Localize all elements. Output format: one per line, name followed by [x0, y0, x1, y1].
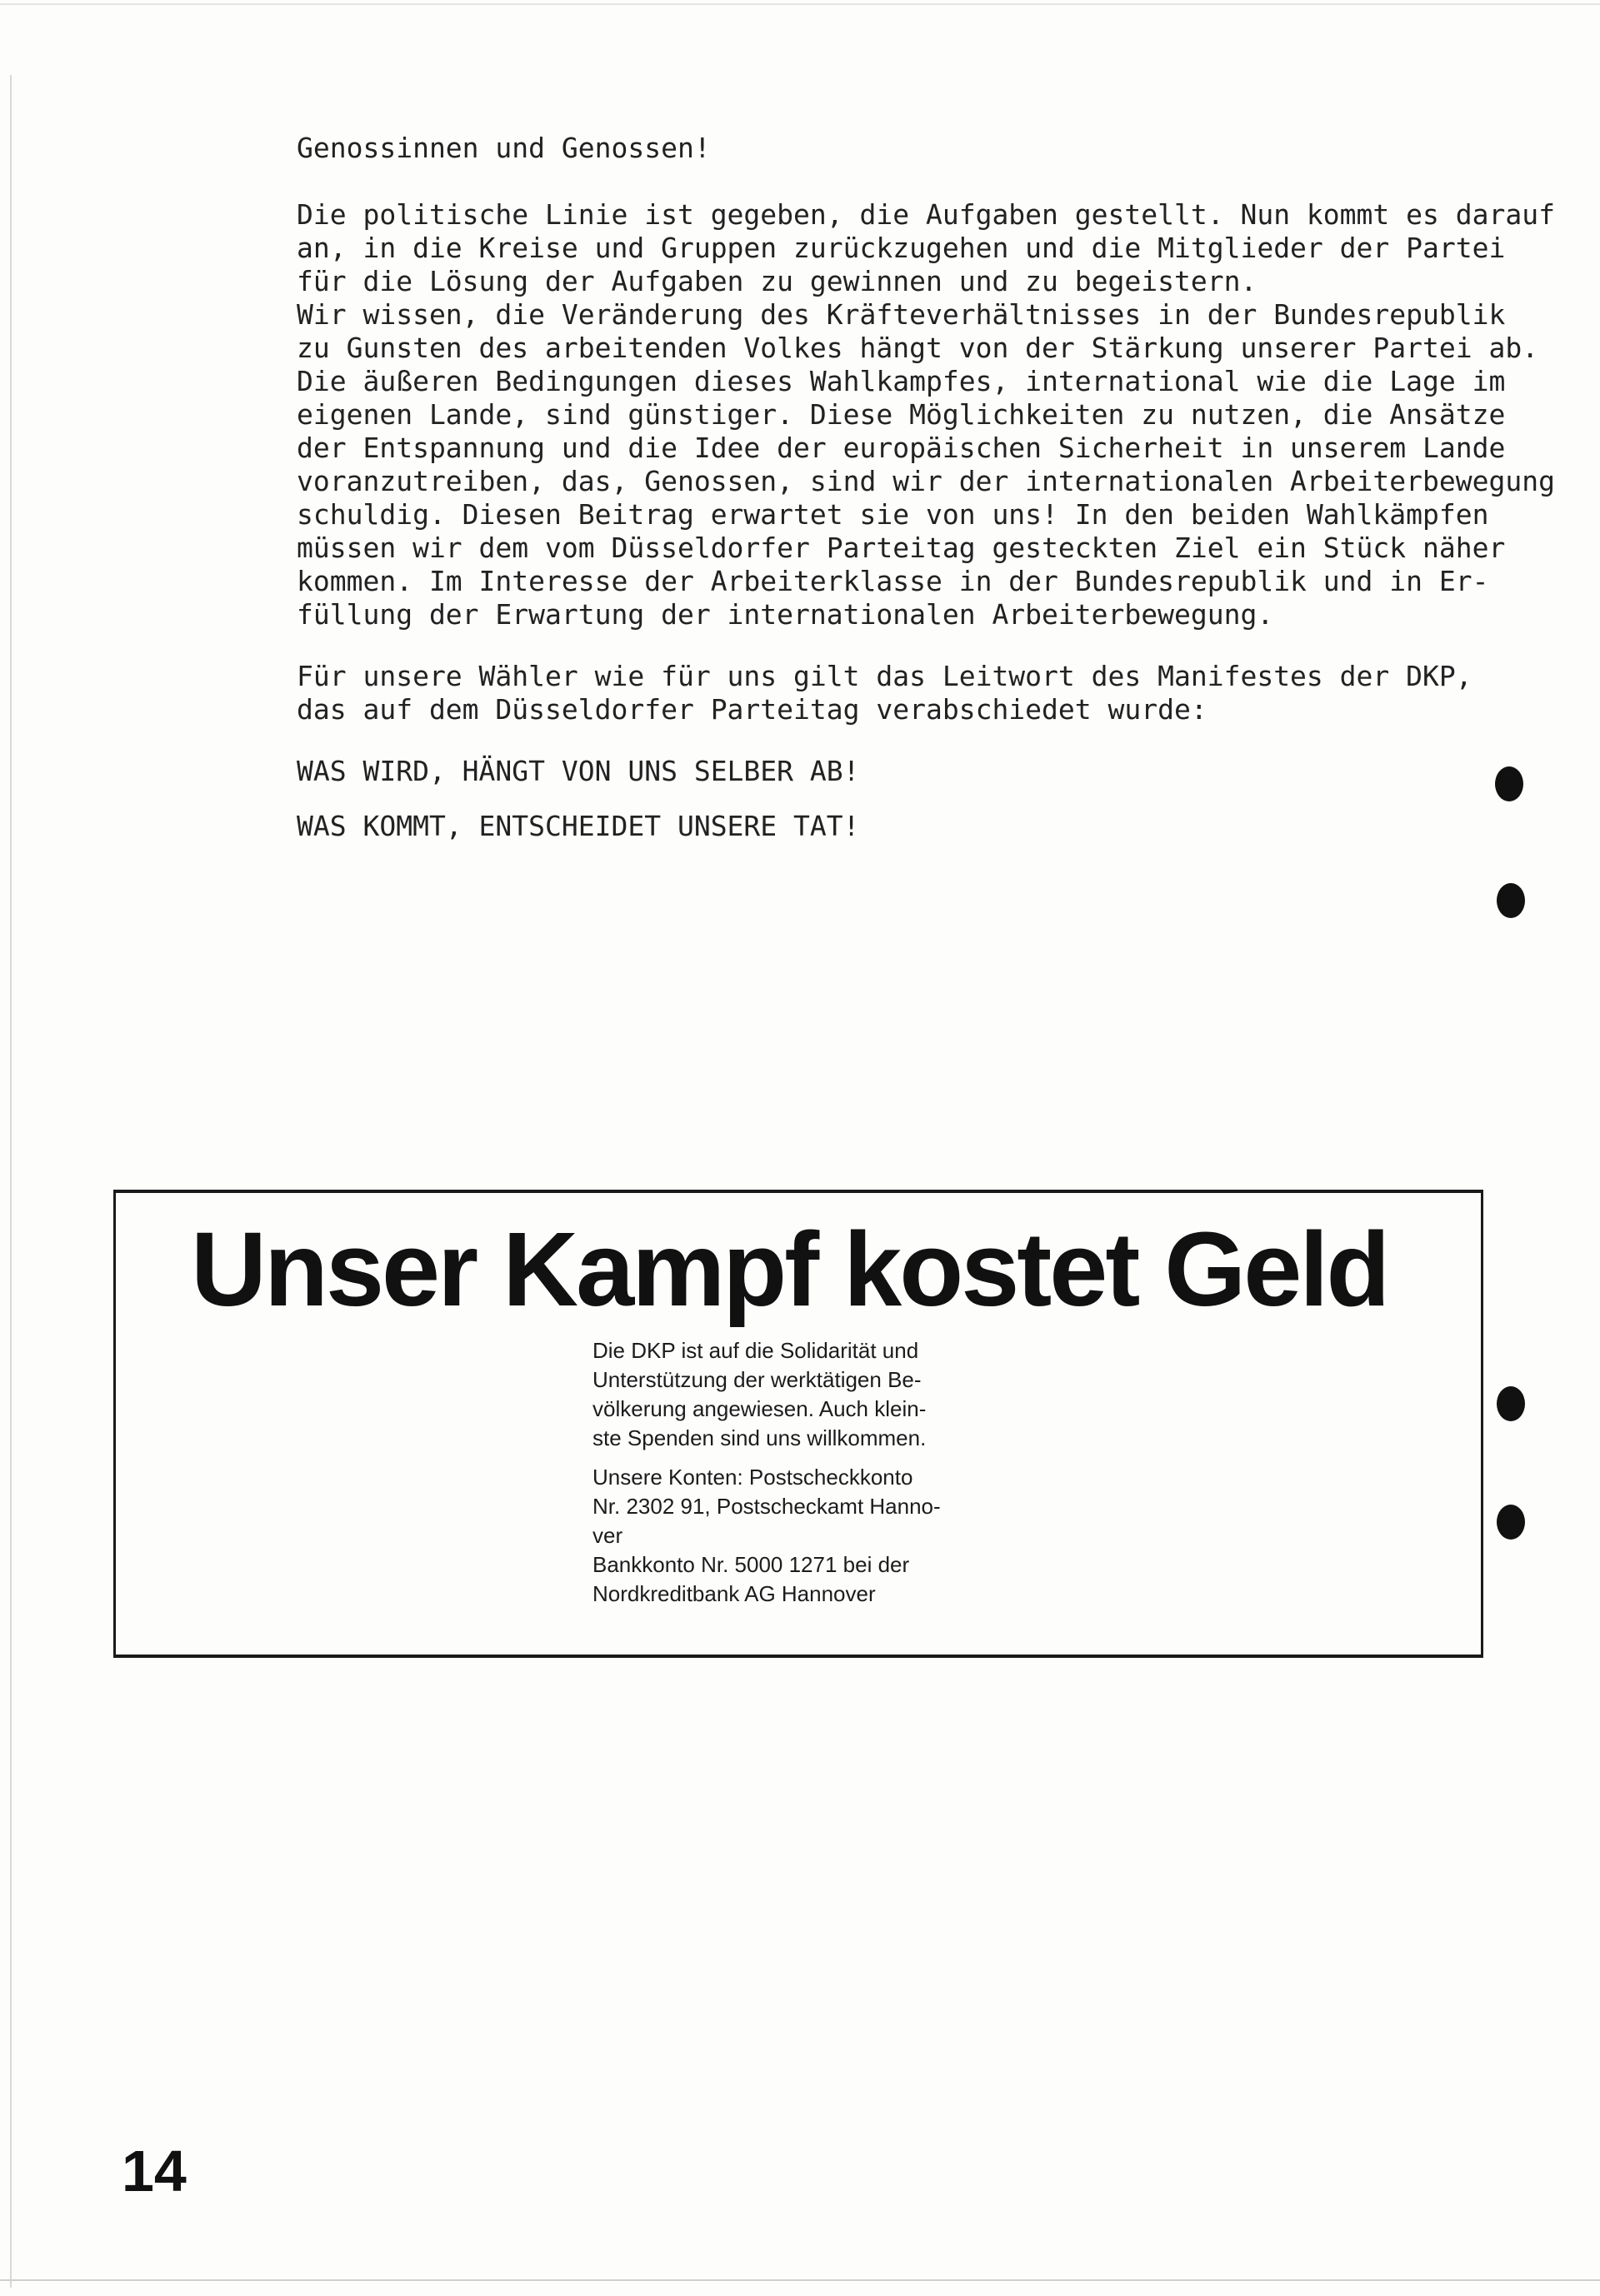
ad-body — [592, 1336, 1068, 1609]
letter-line: füllung der Erwartung der internationalen Arbeiterbewegung. — [297, 598, 1274, 631]
letter-line: an, in die Kreise und Gruppen zurückzugehen und die Mitglieder der Partei — [297, 232, 1506, 264]
ad-account-line: Nr. 2302 91, Postscheckamt Hanno- — [592, 1494, 941, 1519]
ad-appeal-line: Die DKP ist auf die Solidarität und — [592, 1338, 919, 1363]
letter-line: kommen. Im Interesse der Arbeiterklasse in der Bundesrepublik und in Er- — [297, 565, 1489, 597]
page-edge-bottom — [0, 2279, 1600, 2281]
page-number: 14 — [122, 2139, 187, 2204]
letter-line: voranzutreiben, das, Genossen, sind wir der internationalen Arbeiterbewegung — [297, 465, 1555, 497]
donation-ad-box — [113, 1190, 1483, 1658]
letter-line: Die politische Linie ist gegeben, die Aufgaben gestellt. Nun kommt es darauf — [297, 198, 1555, 231]
ad-account-line: Unsere Konten: Postscheckkonto — [592, 1465, 913, 1490]
punch-hole — [1495, 766, 1523, 801]
ad-account-line: ver — [592, 1523, 623, 1548]
ad-headline: Unser Kampf kostet Geld — [191, 1210, 1388, 1328]
punch-hole — [1497, 1505, 1525, 1540]
letter-line: Wir wissen, die Veränderung des Kräfteverhältnisses in der Bundesrepublik — [297, 298, 1506, 331]
page-edge-top — [0, 3, 1600, 5]
motto-line-2: WAS KOMMT, ENTSCHEIDET UNSERE TAT! — [297, 810, 860, 842]
ad-appeal-line: ste Spenden sind uns willkommen. — [592, 1425, 927, 1450]
punch-hole — [1497, 1386, 1525, 1421]
page-edge-left — [10, 75, 12, 2288]
letter-line: müssen wir dem vom Düsseldorfer Parteitag gesteckten Ziel ein Stück näher — [297, 532, 1506, 564]
letter-line: das auf dem Düsseldorfer Parteitag verabschiedet wurde: — [297, 693, 1208, 726]
ad-appeal-line: völkerung angewiesen. Auch klein- — [592, 1396, 927, 1421]
salutation: Genossinnen und Genossen! — [297, 132, 711, 164]
ad-appeal-line: Unterstützung der werktätigen Be- — [592, 1367, 922, 1392]
letter-line: zu Gunsten des arbeitenden Volkes hängt von der Stärkung unserer Partei ab. — [297, 332, 1539, 364]
motto-line-1: WAS WIRD, HÄNGT VON UNS SELBER AB! — [297, 755, 860, 787]
ad-account-line: Bankkonto Nr. 5000 1271 bei der — [592, 1552, 910, 1577]
letter-line: eigenen Lande, sind günstiger. Diese Möglichkeiten zu nutzen, die Ansätze — [297, 398, 1506, 431]
letter-body — [297, 132, 1555, 843]
letter-line: der Entspannung und die Idee der europäischen Sicherheit in unserem Lande — [297, 432, 1506, 464]
letter-line: Für unsere Wähler wie für uns gilt das Leitwort des Manifestes der DKP, — [297, 660, 1472, 692]
punch-hole — [1497, 883, 1525, 918]
letter-line: für die Lösung der Aufgaben zu gewinnen und zu begeistern. — [297, 265, 1258, 297]
letter-line: schuldig. Diesen Beitrag erwartet sie von uns! In den beiden Wahlkämpfen — [297, 498, 1489, 531]
letter-line: Die äußeren Bedingungen dieses Wahlkampfes, international wie die Lage im — [297, 365, 1506, 397]
ad-account-line: Nordkreditbank AG Hannover — [592, 1581, 876, 1606]
